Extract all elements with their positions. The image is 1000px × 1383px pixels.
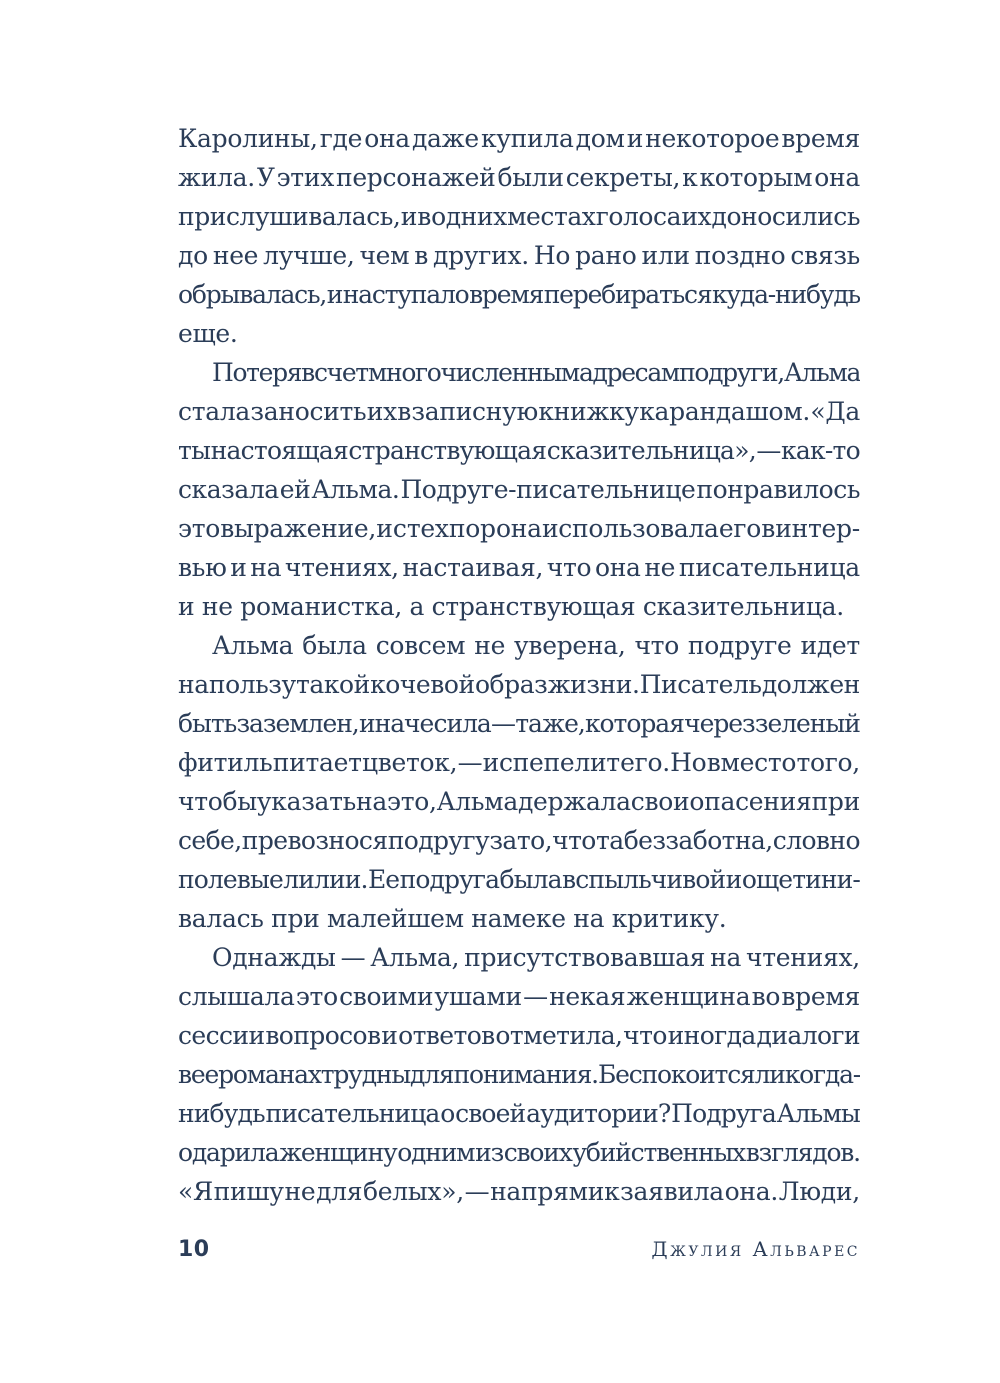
word: интер-: [775, 514, 860, 543]
word: Подруга: [671, 1099, 776, 1128]
word: намеке: [471, 904, 566, 933]
word: ушами: [434, 982, 522, 1011]
word: его.: [620, 748, 670, 777]
word: малейшем: [327, 904, 464, 933]
word: же,: [542, 709, 585, 738]
word: сессии: [178, 1021, 265, 1050]
word: кочевой: [370, 670, 475, 699]
word: когда-: [784, 1060, 860, 1089]
word: —: [340, 943, 366, 972]
word: валась: [178, 904, 264, 933]
word: вопросов: [265, 1021, 381, 1050]
word: своими: [339, 982, 434, 1011]
word: были: [497, 163, 564, 192]
word: держала: [517, 787, 631, 816]
text-line: [178, 1133, 860, 1172]
word: это: [295, 982, 338, 1011]
word: это: [178, 514, 220, 543]
word: жизни.: [547, 670, 640, 699]
word: ты: [178, 436, 211, 465]
word: этих: [276, 163, 334, 192]
word: Каролины,: [178, 124, 318, 153]
word: совсем: [375, 631, 466, 660]
word: своих: [503, 1138, 572, 1167]
word: а: [409, 592, 425, 621]
word: женщина: [626, 982, 751, 1011]
word: отметила,: [495, 1021, 623, 1050]
word: с: [392, 514, 407, 543]
text-line: [178, 626, 860, 665]
word: она: [495, 514, 542, 543]
word: на: [250, 553, 282, 582]
word: сказительница»,: [546, 436, 756, 465]
word: что: [546, 553, 592, 582]
text-line: [178, 782, 860, 821]
word: что: [552, 826, 596, 855]
word: дом: [575, 124, 625, 153]
word: одарила: [178, 1138, 279, 1167]
word: образ: [474, 670, 548, 699]
word: слышала: [178, 982, 295, 1011]
text-line: [178, 1055, 860, 1094]
word: полевые: [178, 865, 283, 894]
word: «Я: [178, 1177, 213, 1206]
word: записную: [411, 397, 538, 426]
word: диалоги: [756, 1021, 860, 1050]
word: цветок,: [361, 748, 458, 777]
word: наступало: [342, 280, 469, 309]
word: тех: [406, 514, 449, 543]
word: она.: [724, 1177, 779, 1206]
word: и: [725, 865, 742, 894]
word: —: [491, 709, 515, 738]
word: вместо: [706, 748, 797, 777]
word: лилии.: [283, 865, 368, 894]
word: книжку: [538, 397, 639, 426]
word: белых»,: [362, 1177, 464, 1206]
word: нибудь: [178, 1099, 265, 1128]
word: пор: [448, 514, 496, 543]
word: та: [595, 826, 624, 855]
word: пишу: [213, 1177, 284, 1206]
word: связь: [790, 241, 860, 270]
word: еще.: [178, 319, 238, 348]
word: чтениях,: [746, 943, 860, 972]
word: чтениях,: [284, 553, 399, 582]
word: она: [814, 163, 860, 192]
word: время: [781, 982, 860, 1011]
word: того,: [796, 748, 860, 777]
word: для: [410, 1060, 454, 1089]
word: что: [634, 631, 679, 660]
word: понравилось: [696, 475, 860, 504]
word: —: [523, 982, 548, 1011]
text-line: [178, 1016, 860, 1055]
text-line: [178, 938, 860, 977]
word: Альма,: [370, 943, 460, 972]
word: —: [464, 1177, 490, 1206]
word: трудны: [320, 1060, 411, 1089]
word: счет: [314, 358, 368, 387]
word: У: [256, 163, 275, 192]
word: карандашом.: [639, 397, 810, 426]
word: подруга: [399, 865, 500, 894]
paragraph: [178, 119, 860, 353]
word: чтобы: [178, 787, 257, 816]
word: которым: [699, 163, 813, 192]
word: перебираться: [543, 280, 712, 309]
word: на: [710, 943, 742, 972]
word: настаивая,: [402, 553, 544, 582]
text-line: [178, 860, 860, 899]
word: сказительница.: [642, 592, 844, 621]
word: их: [366, 397, 397, 426]
word: себе,: [178, 826, 242, 855]
word: в: [414, 241, 429, 270]
word: странствующая: [431, 592, 636, 621]
text-line: [178, 275, 860, 314]
text-line: [178, 236, 860, 275]
running-header-author: Джулия Альварес: [651, 1237, 860, 1261]
word: должен: [761, 670, 860, 699]
word: не: [644, 553, 676, 582]
word: одним: [397, 1138, 475, 1167]
word: не: [474, 631, 506, 660]
word: не: [201, 592, 233, 621]
word: не: [284, 1177, 316, 1206]
word: и: [400, 202, 417, 231]
word: была: [302, 631, 367, 660]
word: купила: [480, 124, 574, 153]
word: Люди,: [778, 1177, 860, 1206]
word: других.: [433, 241, 529, 270]
word: понимания.: [453, 1060, 598, 1089]
word: ли: [754, 1060, 785, 1089]
word: Но: [670, 748, 707, 777]
word: питает: [272, 748, 362, 777]
word: заявила: [620, 1177, 724, 1206]
word: на: [356, 787, 387, 816]
text-line: [178, 392, 860, 431]
word: и: [230, 553, 247, 582]
word: —: [756, 436, 781, 465]
word: за: [489, 826, 517, 855]
word: во: [751, 982, 781, 1011]
word: местах: [507, 202, 596, 231]
word: рано: [575, 241, 637, 270]
word: как-то: [780, 436, 860, 465]
word: которая: [584, 709, 684, 738]
text-line: [178, 158, 860, 197]
text-line: [178, 197, 860, 236]
word: персонажей: [335, 163, 496, 192]
word: присутствовавшая: [464, 943, 706, 972]
text-line: [178, 431, 860, 470]
word: выражение,: [220, 514, 376, 543]
word: Альма: [212, 631, 294, 660]
word: заносить: [250, 397, 367, 426]
word: поздно: [694, 241, 786, 270]
word: странствующая: [348, 436, 547, 465]
word: о: [440, 1099, 455, 1128]
word: где: [319, 124, 363, 153]
word: подруге: [687, 631, 792, 660]
word: на: [178, 670, 209, 699]
word: сила: [433, 709, 491, 738]
word: при: [811, 787, 860, 816]
word: что: [623, 1021, 667, 1050]
word: уверена,: [514, 631, 626, 660]
word: вспыльчивой: [562, 865, 726, 894]
word: секреты,: [565, 163, 681, 192]
text-line: [178, 899, 860, 938]
word: и: [178, 592, 195, 621]
word: Альмы: [776, 1099, 860, 1128]
word: та: [515, 709, 542, 738]
word: и: [626, 124, 644, 153]
word: идет: [800, 631, 860, 660]
word: превознося: [241, 826, 388, 855]
word: Однажды: [212, 943, 336, 972]
word: и: [376, 514, 393, 543]
word: ощетини-: [741, 865, 860, 894]
word: из: [475, 1138, 504, 1167]
word: Ее: [367, 865, 400, 894]
word: ответов: [398, 1021, 495, 1050]
word: иногда: [667, 1021, 756, 1050]
word: фитиль: [178, 748, 273, 777]
word: стала: [178, 397, 251, 426]
word: для: [316, 1177, 363, 1206]
word: в: [397, 397, 412, 426]
word: при: [271, 904, 320, 933]
paragraph: [178, 353, 860, 626]
text-line: [178, 665, 860, 704]
word: его: [718, 514, 761, 543]
word: она: [594, 553, 641, 582]
word: романах: [218, 1060, 321, 1089]
word: до: [178, 241, 208, 270]
body-text: [178, 119, 860, 1211]
word: голоса: [595, 202, 682, 231]
word: заземлен,: [236, 709, 359, 738]
text-line: [178, 1094, 860, 1133]
word: Альма: [783, 358, 860, 387]
page-footer: [178, 1237, 860, 1267]
word: в: [761, 514, 775, 543]
word: Беспокоится: [597, 1060, 755, 1089]
word: даже: [411, 124, 479, 153]
word: беззаботна,: [623, 826, 773, 855]
text-line: [178, 743, 860, 782]
word: испепелит: [482, 748, 620, 777]
word: или: [641, 241, 690, 270]
text-line: [178, 821, 860, 860]
word: ей: [279, 475, 311, 504]
word: на: [573, 904, 605, 933]
word: к: [682, 163, 698, 192]
word: Альма: [436, 787, 518, 816]
word: и: [326, 280, 343, 309]
word: некоторое: [645, 124, 780, 153]
word: вью: [178, 553, 227, 582]
word: многочисленным: [367, 358, 579, 387]
word: напрямик: [490, 1177, 620, 1206]
word: время: [469, 280, 544, 309]
word: использовала: [541, 514, 719, 543]
word: зеленый: [754, 709, 860, 738]
word: Писатель: [639, 670, 762, 699]
text-line: [178, 509, 860, 548]
word: через: [684, 709, 755, 738]
word: она: [364, 124, 410, 153]
word: нее: [212, 241, 259, 270]
text-line: [178, 119, 860, 158]
word: в: [417, 202, 431, 231]
text-line: [178, 587, 860, 626]
word: свои: [630, 787, 690, 816]
text-line: [178, 548, 860, 587]
word: адресам: [578, 358, 679, 387]
word: доносились: [711, 202, 860, 231]
word: аудитории?: [526, 1099, 671, 1128]
word: иначе: [358, 709, 434, 738]
word: пользу: [208, 670, 296, 699]
word: Потеряв: [212, 358, 314, 387]
word: настоящая: [210, 436, 348, 465]
text-line: [178, 704, 860, 743]
word: была: [499, 865, 562, 894]
word: указать: [256, 787, 356, 816]
text-line: [178, 977, 860, 1016]
word: своей: [455, 1099, 526, 1128]
word: одних: [431, 202, 507, 231]
word: такой: [296, 670, 370, 699]
word: чем: [359, 241, 410, 270]
word: Но: [533, 241, 571, 270]
word: их: [681, 202, 712, 231]
text-line: [178, 353, 860, 392]
text-line: [178, 314, 860, 353]
word: обрывалась,: [178, 280, 327, 309]
word: Альма.: [311, 475, 400, 504]
word: жила.: [178, 163, 255, 192]
text-line: [178, 470, 860, 509]
word: ее: [190, 1060, 219, 1089]
word: убийственных: [572, 1138, 746, 1167]
word: Подруге-писательнице: [400, 475, 696, 504]
paragraph: [178, 938, 860, 1211]
word: словно: [772, 826, 860, 855]
word: опасения: [689, 787, 812, 816]
word: подругу: [387, 826, 490, 855]
word: критику.: [611, 904, 727, 933]
word: то,: [516, 826, 552, 855]
word: лучше,: [263, 241, 355, 270]
word: —: [457, 748, 483, 777]
word: писательница: [678, 553, 860, 582]
word: сказала: [178, 475, 279, 504]
word: быть: [178, 709, 237, 738]
word: писательница: [265, 1099, 440, 1128]
word: женщину: [279, 1138, 397, 1167]
word: в: [178, 1060, 191, 1089]
paragraph: [178, 626, 860, 938]
word: куда-нибудь: [711, 280, 860, 309]
word: взглядов.: [745, 1138, 860, 1167]
word: время: [781, 124, 860, 153]
word: это,: [387, 787, 437, 816]
page-number: 10: [178, 1237, 210, 1262]
word: некая: [549, 982, 626, 1011]
word: подруги,: [679, 358, 784, 387]
word: романистка,: [240, 592, 402, 621]
text-line: [178, 1172, 860, 1211]
word: «Да: [810, 397, 860, 426]
word: прислушивалась,: [178, 202, 401, 231]
word: и: [381, 1021, 398, 1050]
